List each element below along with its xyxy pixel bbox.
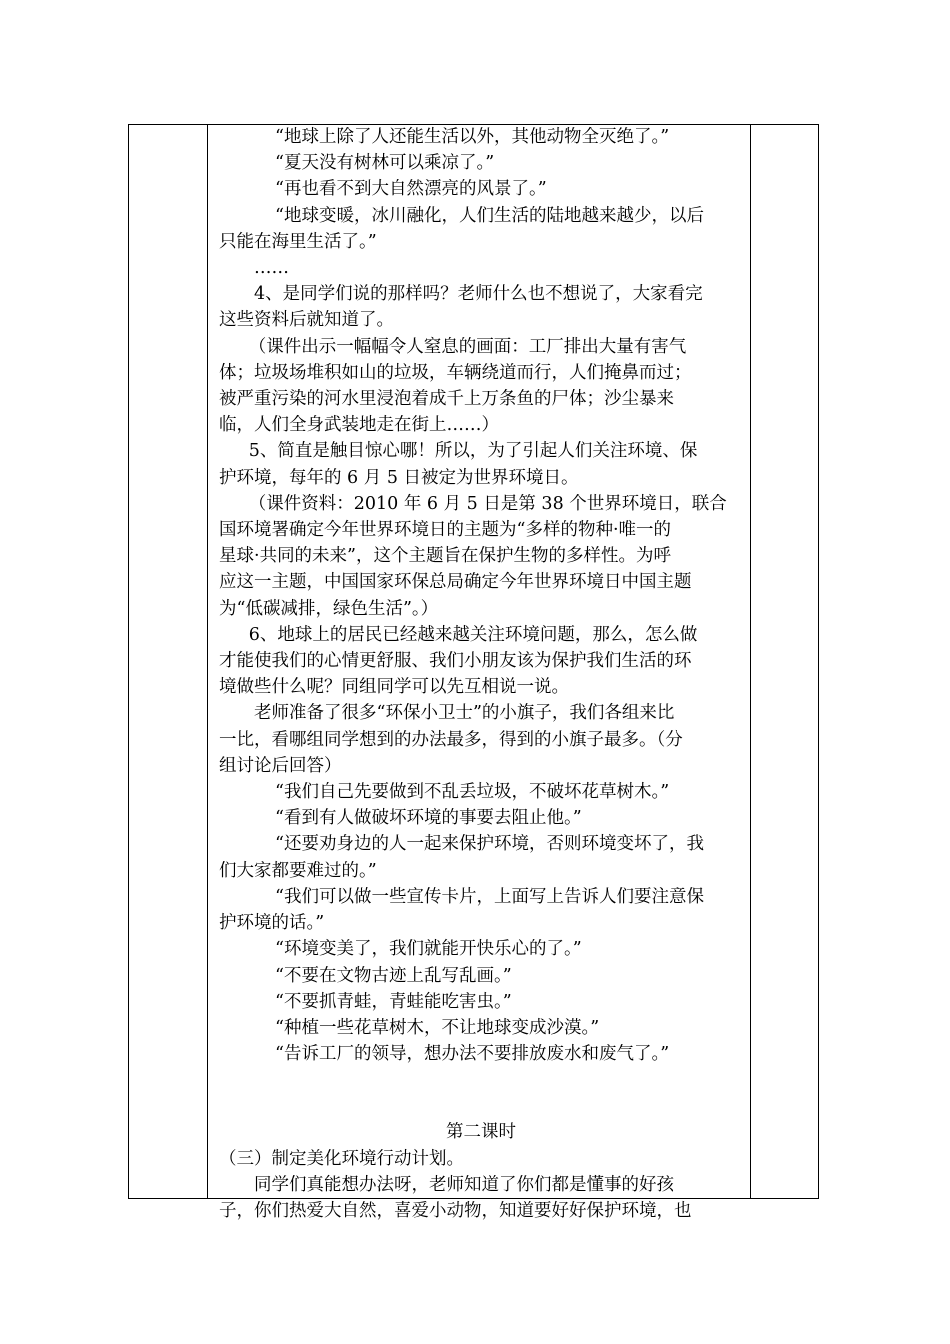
text-line: （课件资料：2010 年 6 月 5 日是第 38 个世界环境日，联合 — [248, 493, 727, 514]
text-line: “看到有人做破坏环境的事要去阻止他。” — [275, 808, 582, 829]
text-line: 星球·共同的未来”，这个主题旨在保护生物的多样性。为呼 — [219, 546, 672, 567]
text-line: 体；垃圾场堆积如山的垃圾，车辆绕道而行，人们掩鼻而过； — [219, 362, 692, 383]
text-line: 应这一主题，中国国家环保总局确定今年世界环境日中国主题 — [219, 572, 692, 593]
text-line: 们大家都要难过的。” — [219, 860, 377, 881]
text-line: （课件出示一幅幅令人窒息的画面：工厂排出大量有害气 — [248, 336, 687, 357]
text-line: “我们自己先要做到不乱丢垃圾，不破坏花草树木。” — [275, 782, 670, 803]
text-line: 子，你们热爱大自然，喜爱小动物，知道要好好保护环境，也 — [219, 1200, 692, 1221]
text-line: “夏天没有树林可以乘凉了。” — [275, 153, 495, 174]
lesson-content — [219, 124, 743, 1224]
text-line: 同学们真能想办法呀，老师知道了你们都是懂事的好孩 — [254, 1174, 674, 1195]
text-line: （三）制定美化环境行动计划。 — [219, 1148, 464, 1169]
text-line: “环境变美了，我们就能开快乐心的了。” — [275, 939, 582, 960]
text-line: 一比，看哪组同学想到的办法最多，得到的小旗子最多。（分 — [219, 729, 683, 750]
text-line: 组讨论后回答） — [219, 755, 342, 776]
text-line: “不要抓青蛙，青蛙能吃害虫。” — [275, 991, 512, 1012]
text-line: 老师准备了很多“环保小卫士”的小旗子，我们各组来比 — [254, 703, 675, 724]
section-title: 第二课时 — [446, 1122, 516, 1143]
text-line: 临，人们全身武装地走在街上……） — [219, 415, 499, 436]
text-line: 护环境的话。” — [219, 913, 325, 934]
text-line: 这些资料后就知道了。 — [219, 310, 394, 331]
text-line: 被严重污染的河水里浸泡着成千上万条鱼的尸体；沙尘暴来 — [219, 389, 674, 410]
text-line: “告诉工厂的领导，想办法不要排放废水和废气了。” — [275, 1044, 670, 1065]
text-line: “种植一些花草树木，不让地球变成沙漠。” — [275, 1017, 600, 1038]
table-left-column-divider — [207, 125, 208, 1198]
text-line: “我们可以做一些宣传卡片，上面写上告诉人们要注意保 — [275, 886, 704, 907]
text-line: “地球变暖，冰川融化，人们生活的陆地越来越少，以后 — [275, 205, 704, 226]
text-line: 才能使我们的心情更舒服、我们小朋友该为保护我们生活的环 — [219, 651, 692, 672]
text-line: “不要在文物古迹上乱写乱画。” — [275, 965, 512, 986]
text-line: 5、简直是触目惊心哪！所以，为了引起人们关注环境、保 — [248, 441, 698, 462]
lesson-lines — [219, 124, 743, 1067]
table-right-column-divider — [750, 125, 751, 1198]
text-line: 境做些什么呢？同组同学可以先互相说一说。 — [219, 677, 569, 698]
text-line: 国环境署确定今年世界环境日的主题为“多样的物种·唯一的 — [219, 520, 672, 541]
text-line: 只能在海里生活了。” — [219, 231, 377, 252]
text-line: “还要劝身边的人一起来保护环境，否则环境变坏了，我 — [275, 834, 704, 855]
text-line: “地球上除了人还能生活以外，其他动物全灭绝了。” — [275, 127, 670, 147]
text-line: 4、是同学们说的那样吗？老师什么也不想说了，大家看完 — [254, 284, 703, 305]
blank-space — [219, 1067, 743, 1119]
text-line: “再也看不到大自然漂亮的风景了。” — [275, 179, 547, 200]
text-line: 护环境，每年的 6 月 5 日被定为世界环境日。 — [219, 467, 579, 488]
text-line: 为“低碳减排，绿色生活”。） — [219, 598, 439, 619]
text-line: …… — [254, 258, 289, 279]
text-line: 6、地球上的居民已经越来越关注环境问题，那么，怎么做 — [248, 624, 698, 645]
section-lines — [219, 1146, 743, 1225]
